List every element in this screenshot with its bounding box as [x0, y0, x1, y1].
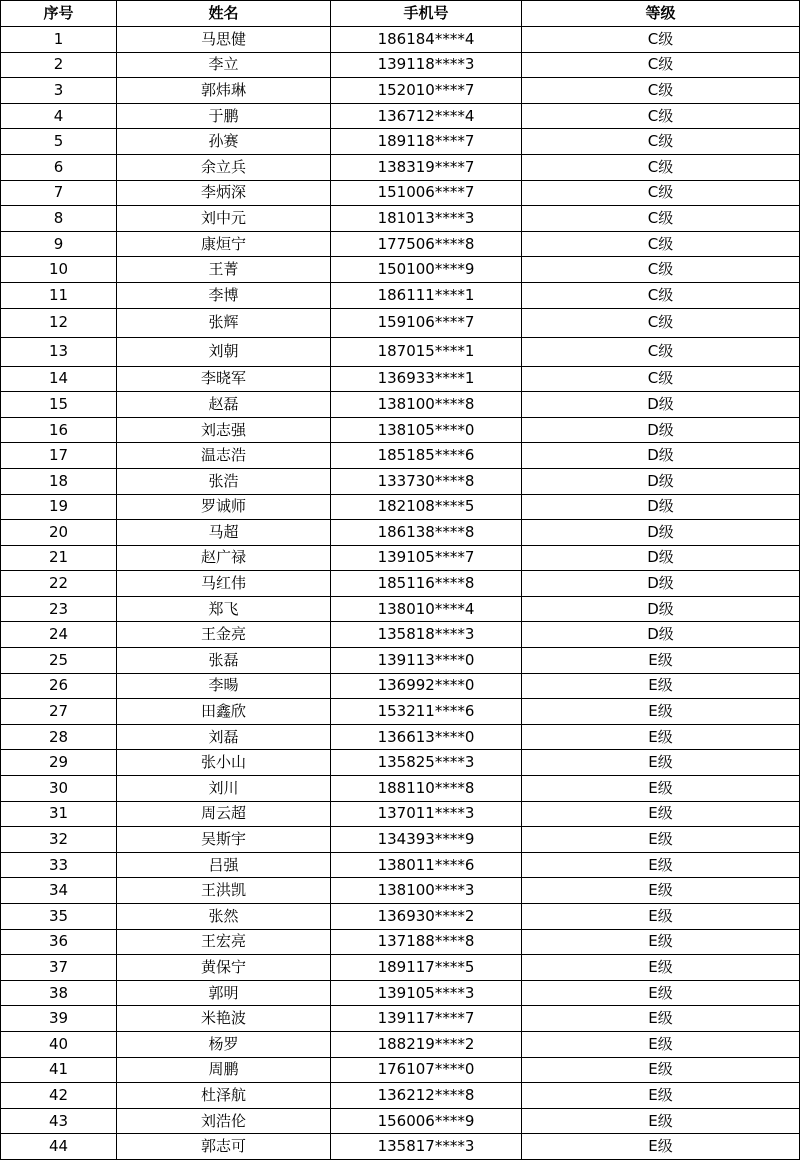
cell-phone: 138105****0 — [331, 417, 522, 443]
cell-phone: 152010****7 — [331, 78, 522, 104]
cell-name: 张然 — [117, 904, 331, 930]
table-row — [1, 929, 800, 955]
cell-grade: C级 — [522, 27, 800, 53]
cell-name: 刘志强 — [117, 417, 331, 443]
cell-grade: C级 — [522, 257, 800, 283]
cell-name: 王洪凯 — [117, 878, 331, 904]
table-row — [1, 366, 800, 392]
cell-grade: C级 — [522, 52, 800, 78]
cell-grade: D级 — [522, 571, 800, 597]
cell-phone: 182108****5 — [331, 494, 522, 520]
table-row — [1, 257, 800, 283]
cell-phone: 186138****8 — [331, 520, 522, 546]
cell-phone: 177506****8 — [331, 231, 522, 257]
cell-grade: E级 — [522, 1083, 800, 1109]
cell-phone: 136992****0 — [331, 673, 522, 699]
cell-no: 33 — [1, 852, 117, 878]
header-row — [1, 1, 800, 27]
table-row — [1, 1006, 800, 1032]
table-row — [1, 78, 800, 104]
cell-grade: E级 — [522, 699, 800, 725]
cell-grade: C级 — [522, 337, 800, 366]
cell-name: 王宏亮 — [117, 929, 331, 955]
table-row — [1, 103, 800, 129]
cell-phone: 136933****1 — [331, 366, 522, 392]
table-row — [1, 154, 800, 180]
cell-no: 43 — [1, 1108, 117, 1134]
cell-no: 31 — [1, 801, 117, 827]
cell-no: 27 — [1, 699, 117, 725]
cell-name: 李暘 — [117, 673, 331, 699]
cell-phone: 159106****7 — [331, 308, 522, 337]
table-row — [1, 1134, 800, 1160]
cell-no: 1 — [1, 27, 117, 53]
header-grade: 等级 — [522, 1, 800, 27]
cell-phone: 136712****4 — [331, 103, 522, 129]
cell-grade: D级 — [522, 545, 800, 571]
cell-phone: 137188****8 — [331, 929, 522, 955]
table-row — [1, 1031, 800, 1057]
cell-no: 22 — [1, 571, 117, 597]
cell-grade: C级 — [522, 282, 800, 308]
cell-phone: 139105****3 — [331, 980, 522, 1006]
cell-grade: E级 — [522, 878, 800, 904]
table-row — [1, 596, 800, 622]
cell-no: 37 — [1, 955, 117, 981]
cell-grade: E级 — [522, 673, 800, 699]
table-row — [1, 520, 800, 546]
cell-no: 35 — [1, 904, 117, 930]
table-row — [1, 827, 800, 853]
table-row — [1, 337, 800, 366]
table-row — [1, 129, 800, 155]
cell-grade: C级 — [522, 78, 800, 104]
cell-phone: 188110****8 — [331, 776, 522, 802]
table-row — [1, 878, 800, 904]
cell-grade: D级 — [522, 417, 800, 443]
cell-phone: 189117****5 — [331, 955, 522, 981]
cell-name: 张浩 — [117, 468, 331, 494]
cell-no: 13 — [1, 337, 117, 366]
cell-grade: D级 — [522, 468, 800, 494]
cell-phone: 136212****8 — [331, 1083, 522, 1109]
cell-no: 10 — [1, 257, 117, 283]
table-row — [1, 801, 800, 827]
cell-no: 28 — [1, 724, 117, 750]
cell-grade: E级 — [522, 801, 800, 827]
cell-grade: C级 — [522, 366, 800, 392]
cell-grade: E级 — [522, 776, 800, 802]
cell-phone: 188219****2 — [331, 1031, 522, 1057]
cell-name: 孙赛 — [117, 129, 331, 155]
cell-no: 8 — [1, 206, 117, 232]
table-row — [1, 308, 800, 337]
cell-no: 25 — [1, 648, 117, 674]
cell-grade: E级 — [522, 955, 800, 981]
table-row — [1, 27, 800, 53]
cell-phone: 134393****9 — [331, 827, 522, 853]
cell-phone: 135817****3 — [331, 1134, 522, 1160]
table-row — [1, 724, 800, 750]
cell-name: 罗诚师 — [117, 494, 331, 520]
cell-name: 于鹏 — [117, 103, 331, 129]
cell-no: 23 — [1, 596, 117, 622]
cell-no: 40 — [1, 1031, 117, 1057]
table-row — [1, 206, 800, 232]
cell-name: 米艳波 — [117, 1006, 331, 1032]
cell-no: 14 — [1, 366, 117, 392]
cell-grade: D级 — [522, 494, 800, 520]
cell-no: 20 — [1, 520, 117, 546]
cell-grade: E级 — [522, 1108, 800, 1134]
cell-no: 15 — [1, 392, 117, 418]
cell-phone: 136613****0 — [331, 724, 522, 750]
cell-phone: 136930****2 — [331, 904, 522, 930]
cell-grade: C级 — [522, 154, 800, 180]
cell-grade: E级 — [522, 724, 800, 750]
cell-phone: 139117****7 — [331, 1006, 522, 1032]
cell-no: 42 — [1, 1083, 117, 1109]
cell-no: 24 — [1, 622, 117, 648]
table-row — [1, 699, 800, 725]
cell-name: 刘川 — [117, 776, 331, 802]
cell-grade: D级 — [522, 622, 800, 648]
table-row — [1, 443, 800, 469]
cell-grade: E级 — [522, 827, 800, 853]
cell-name: 黄保宁 — [117, 955, 331, 981]
cell-no: 36 — [1, 929, 117, 955]
cell-name: 马思健 — [117, 27, 331, 53]
cell-grade: D级 — [522, 392, 800, 418]
cell-name: 温志浩 — [117, 443, 331, 469]
table-row — [1, 571, 800, 597]
cell-no: 2 — [1, 52, 117, 78]
cell-grade: E级 — [522, 904, 800, 930]
cell-no: 11 — [1, 282, 117, 308]
table-row — [1, 776, 800, 802]
cell-name: 周云超 — [117, 801, 331, 827]
cell-phone: 150100****9 — [331, 257, 522, 283]
table-row — [1, 852, 800, 878]
cell-no: 34 — [1, 878, 117, 904]
table-header — [1, 1, 800, 27]
cell-grade: D级 — [522, 520, 800, 546]
cell-grade: E级 — [522, 980, 800, 1006]
table-row — [1, 494, 800, 520]
cell-phone: 153211****6 — [331, 699, 522, 725]
table-body — [1, 27, 800, 1160]
cell-no: 26 — [1, 673, 117, 699]
cell-name: 郑飞 — [117, 596, 331, 622]
cell-phone: 185116****8 — [331, 571, 522, 597]
table-row — [1, 980, 800, 1006]
cell-phone: 139118****3 — [331, 52, 522, 78]
cell-phone: 139105****7 — [331, 545, 522, 571]
cell-phone: 156006****9 — [331, 1108, 522, 1134]
cell-no: 7 — [1, 180, 117, 206]
cell-name: 杨罗 — [117, 1031, 331, 1057]
cell-no: 5 — [1, 129, 117, 155]
cell-name: 王菁 — [117, 257, 331, 283]
cell-grade: E级 — [522, 929, 800, 955]
cell-phone: 185185****6 — [331, 443, 522, 469]
table-row — [1, 52, 800, 78]
cell-name: 郭明 — [117, 980, 331, 1006]
cell-phone: 187015****1 — [331, 337, 522, 366]
cell-grade: E级 — [522, 1031, 800, 1057]
cell-grade: C级 — [522, 180, 800, 206]
table-row — [1, 180, 800, 206]
cell-no: 32 — [1, 827, 117, 853]
cell-name: 王金亮 — [117, 622, 331, 648]
cell-grade: E级 — [522, 1057, 800, 1083]
cell-phone: 135818****3 — [331, 622, 522, 648]
table-row — [1, 955, 800, 981]
table-row — [1, 1108, 800, 1134]
cell-phone: 186184****4 — [331, 27, 522, 53]
cell-phone: 138100****8 — [331, 392, 522, 418]
cell-name: 张辉 — [117, 308, 331, 337]
table-row — [1, 468, 800, 494]
cell-no: 18 — [1, 468, 117, 494]
cell-phone: 135825****3 — [331, 750, 522, 776]
cell-name: 张磊 — [117, 648, 331, 674]
header-phone: 手机号 — [331, 1, 522, 27]
cell-phone: 138100****3 — [331, 878, 522, 904]
table-row — [1, 673, 800, 699]
cell-grade: E级 — [522, 648, 800, 674]
cell-grade: E级 — [522, 852, 800, 878]
cell-phone: 186111****1 — [331, 282, 522, 308]
cell-name: 康烜宁 — [117, 231, 331, 257]
cell-no: 19 — [1, 494, 117, 520]
cell-name: 李立 — [117, 52, 331, 78]
table-row — [1, 904, 800, 930]
cell-phone: 189118****7 — [331, 129, 522, 155]
cell-no: 16 — [1, 417, 117, 443]
cell-name: 赵广禄 — [117, 545, 331, 571]
cell-name: 刘朝 — [117, 337, 331, 366]
cell-grade: C级 — [522, 308, 800, 337]
cell-no: 3 — [1, 78, 117, 104]
cell-name: 马超 — [117, 520, 331, 546]
table-row — [1, 750, 800, 776]
cell-name: 刘磊 — [117, 724, 331, 750]
table-row — [1, 622, 800, 648]
cell-no: 41 — [1, 1057, 117, 1083]
table-row — [1, 545, 800, 571]
cell-name: 刘中元 — [117, 206, 331, 232]
table-row — [1, 392, 800, 418]
cell-phone: 181013****3 — [331, 206, 522, 232]
cell-phone: 176107****0 — [331, 1057, 522, 1083]
cell-name: 周鹏 — [117, 1057, 331, 1083]
cell-grade: D级 — [522, 443, 800, 469]
cell-name: 吴斯宇 — [117, 827, 331, 853]
cell-name: 郭炜琳 — [117, 78, 331, 104]
table-row — [1, 417, 800, 443]
cell-phone: 133730****8 — [331, 468, 522, 494]
cell-grade: C级 — [522, 231, 800, 257]
cell-grade: E级 — [522, 750, 800, 776]
cell-phone: 138011****6 — [331, 852, 522, 878]
cell-no: 4 — [1, 103, 117, 129]
cell-name: 郭志可 — [117, 1134, 331, 1160]
cell-no: 38 — [1, 980, 117, 1006]
cell-name: 杜泽航 — [117, 1083, 331, 1109]
cell-grade: E级 — [522, 1006, 800, 1032]
cell-no: 17 — [1, 443, 117, 469]
cell-name: 吕强 — [117, 852, 331, 878]
cell-name: 田鑫欣 — [117, 699, 331, 725]
cell-no: 39 — [1, 1006, 117, 1032]
cell-grade: C级 — [522, 103, 800, 129]
cell-no: 44 — [1, 1134, 117, 1160]
cell-phone: 151006****7 — [331, 180, 522, 206]
cell-name: 张小山 — [117, 750, 331, 776]
header-no: 序号 — [1, 1, 117, 27]
cell-no: 12 — [1, 308, 117, 337]
cell-name: 李晓军 — [117, 366, 331, 392]
cell-name: 赵磊 — [117, 392, 331, 418]
header-name: 姓名 — [117, 1, 331, 27]
cell-phone: 138319****7 — [331, 154, 522, 180]
cell-grade: C级 — [522, 129, 800, 155]
cell-name: 刘浩伦 — [117, 1108, 331, 1134]
cell-phone: 138010****4 — [331, 596, 522, 622]
cell-no: 29 — [1, 750, 117, 776]
cell-no: 21 — [1, 545, 117, 571]
table-row — [1, 231, 800, 257]
cell-no: 30 — [1, 776, 117, 802]
table-row — [1, 1057, 800, 1083]
cell-no: 6 — [1, 154, 117, 180]
cell-phone: 139113****0 — [331, 648, 522, 674]
cell-name: 李博 — [117, 282, 331, 308]
cell-grade: E级 — [522, 1134, 800, 1160]
cell-name: 余立兵 — [117, 154, 331, 180]
table-row — [1, 648, 800, 674]
cell-no: 9 — [1, 231, 117, 257]
table-row — [1, 282, 800, 308]
cell-grade: D级 — [522, 596, 800, 622]
cell-phone: 137011****3 — [331, 801, 522, 827]
cell-name: 马红伟 — [117, 571, 331, 597]
cell-grade: C级 — [522, 206, 800, 232]
table-row — [1, 1083, 800, 1109]
cell-name: 李炳深 — [117, 180, 331, 206]
